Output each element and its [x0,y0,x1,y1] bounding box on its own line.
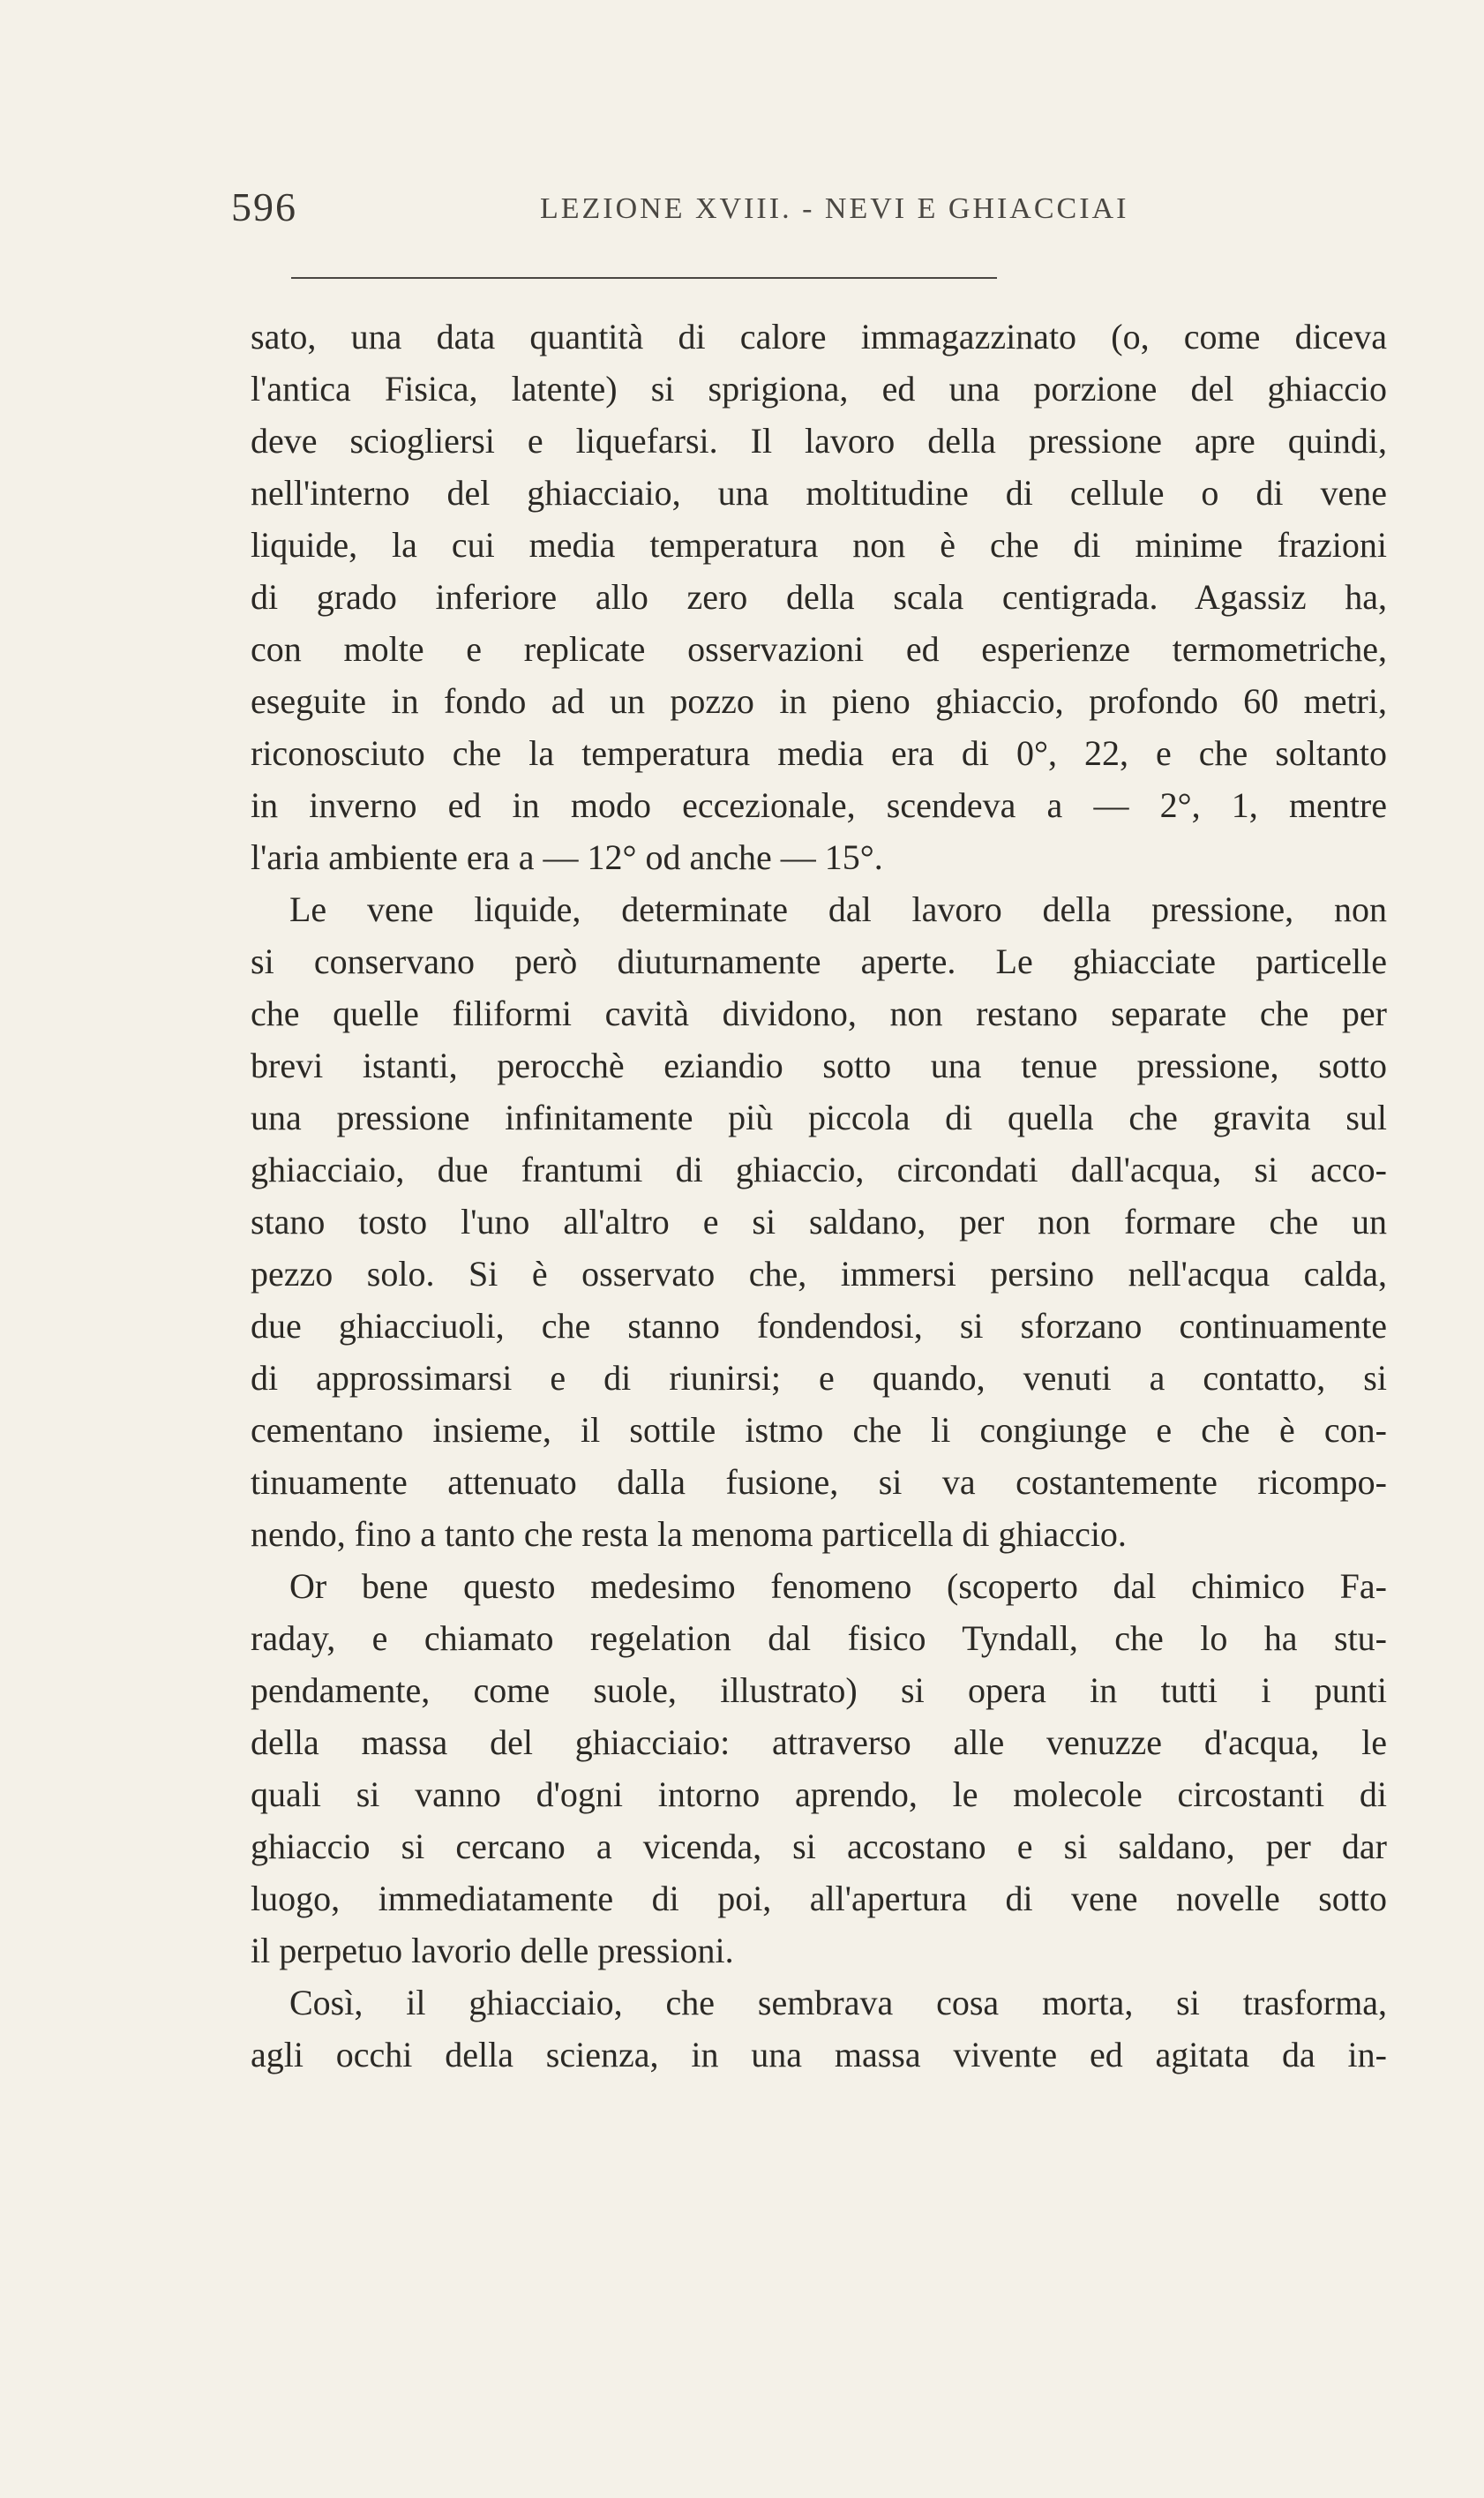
text-line: riconosciuto che la temperatura media era di 0°, 22, e che soltanto [251,733,1387,773]
text-line: liquide, la cui media temperatura non è che di minime frazioni [251,525,1387,565]
text-line: Or bene questo medesimo fenomeno (scoperto dal chimico Fa- [289,1566,1387,1606]
text-line: eseguite in fondo ad un pozzo in pieno ghiaccio, profondo 60 metri, [251,681,1387,721]
text-line: agli occhi della scienza, in una massa vivente ed agitata da in- [251,2035,1387,2074]
text-line: Così, il ghiacciaio, che sembrava cosa morta, si trasforma, [289,1983,1387,2022]
text-line: pendamente, come suole, illustrato) si opera in tutti i punti [251,1670,1387,1710]
text-line: tinuamente attenuato dalla fusione, si va costantemente ricompo- [251,1462,1387,1502]
text-line: in inverno ed in modo eccezionale, scendeva a — 2°, 1, mentre [251,785,1387,825]
page-number: 596 [231,184,297,229]
text-line: il perpetuo lavorio delle pressioni. [251,1931,734,1970]
text-line: si conservano però diuturnamente aperte. Le ghiacciate particelle [251,941,1387,981]
running-title: LEZIONE XVIII. - NEVI E GHIACCIAI [540,192,1129,225]
text-line: cementano insieme, il sottile istmo che li congiunge e che è con- [251,1410,1387,1450]
text-line: luogo, immediatamente di poi, all'apertura di vene novelle sotto [251,1879,1387,1918]
text-line: deve sciogliersi e liquefarsi. Il lavoro della pressione apre quindi, [251,421,1387,461]
running-head [231,184,1396,245]
text-line: ghiaccio si cercano a vicenda, si accostano e si saldano, per dar [251,1827,1387,1866]
text-line: raday, e chiamato regelation dal fisico Tyndall, che lo ha stu- [251,1618,1387,1658]
text-line: con molte e replicate osservazioni ed esperienze termometriche, [251,629,1387,669]
text-line: pezzo solo. Si è osservato che, immersi persino nell'acqua calda, [251,1254,1387,1294]
text-line: Le vene liquide, determinate dal lavoro della pressione, non [289,889,1387,929]
text-line: stano tosto l'uno all'altro e si saldano, per non formare che un [251,1202,1387,1241]
text-line: l'antica Fisica, latente) si sprigiona, ed una porzione del ghiaccio [251,369,1387,409]
text-line: che quelle filiformi cavità dividono, non restano separate che per [251,994,1387,1033]
header-rule [291,277,997,279]
text-line: nendo, fino a tanto che resta la menoma particella di ghiaccio. [251,1514,1127,1554]
text-line: una pressione infinitamente più piccola di quella che gravita sul [251,1098,1387,1137]
text-line: di grado inferiore allo zero della scala centigrada. Agassiz ha, [251,577,1387,617]
text-line: della massa del ghiacciaio: attraverso alle venuzze d'acqua, le [251,1722,1387,1762]
text-line: ghiacciaio, due frantumi di ghiaccio, circondati dall'acqua, si acco- [251,1150,1387,1189]
text-line: di approssimarsi e di riunirsi; e quando, venuti a contatto, si [251,1358,1387,1398]
text-line: due ghiacciuoli, che stanno fondendosi, si sforzano continuamente [251,1306,1387,1346]
text-line: sato, una data quantità di calore immagazzinato (o, come diceva [251,317,1387,356]
text-line: quali si vanno d'ogni intorno aprendo, le molecole circostanti di [251,1774,1387,1814]
body-text [251,311,1387,2081]
text-line: nell'interno del ghiacciaio, una moltitudine di cellule o di vene [251,473,1387,513]
text-line: l'aria ambiente era a — 12° od anche — 15°. [251,837,883,877]
text-line: brevi istanti, perocchè eziandio sotto una tenue pressione, sotto [251,1046,1387,1085]
